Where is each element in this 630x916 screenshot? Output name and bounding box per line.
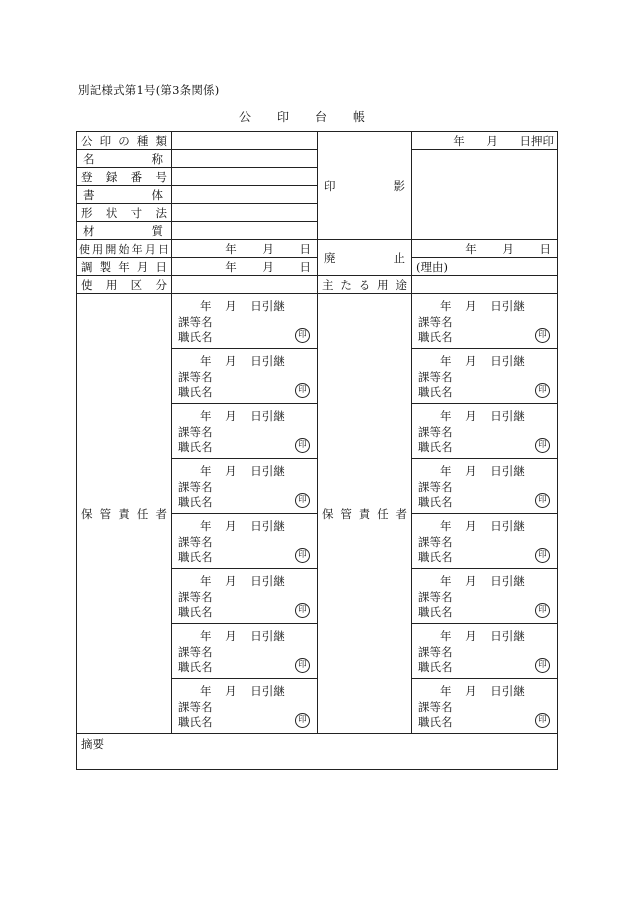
handover-date: 年 月 日引継: [200, 574, 285, 588]
handover-name: 職氏名: [178, 660, 213, 674]
label-material: 材質: [77, 222, 172, 240]
handover-dept: 課等名: [178, 700, 213, 714]
field-material[interactable]: [172, 222, 318, 240]
seal-mark-icon: 印: [535, 548, 550, 563]
handover-date: 年 月 日引継: [200, 409, 285, 423]
handover-dept: 課等名: [178, 370, 213, 384]
handover-dept: 課等名: [178, 590, 213, 604]
seal-mark-icon: 印: [295, 713, 310, 728]
label-main-use: 主たる用途: [318, 276, 412, 294]
seal-ledger-table: [76, 131, 558, 770]
seal-mark-icon: 印: [295, 383, 310, 398]
page-title: 公印台帳: [238, 110, 391, 124]
handover-date: 年 月 日引継: [200, 354, 285, 368]
handover-left-8[interactable]: [172, 679, 318, 734]
seal-mark-icon: 印: [295, 328, 310, 343]
field-name[interactable]: [172, 150, 318, 168]
handover-dept: 課等名: [418, 425, 453, 439]
field-shape-size[interactable]: [172, 204, 318, 222]
label-typeface: 書体: [77, 186, 172, 204]
handover-right-6[interactable]: [412, 569, 558, 624]
form-reference: 別記様式第1号(第3条関係): [78, 83, 220, 97]
handover-date: 年 月 日引継: [440, 409, 525, 423]
seal-mark-icon: 印: [535, 438, 550, 453]
seal-mark-icon: 印: [535, 383, 550, 398]
label-name: 名称: [77, 150, 172, 168]
handover-left-5[interactable]: [172, 514, 318, 569]
handover-name: 職氏名: [418, 330, 453, 344]
label-start-date: 使用開始年月日: [77, 240, 172, 258]
handover-dept: 課等名: [178, 645, 213, 659]
handover-right-1[interactable]: [412, 294, 558, 349]
handover-left-4[interactable]: [172, 459, 318, 514]
handover-left-1[interactable]: [172, 294, 318, 349]
handover-right-5[interactable]: [412, 514, 558, 569]
field-made-date[interactable]: 年 月 日: [172, 258, 318, 276]
handover-name: 職氏名: [178, 330, 213, 344]
field-typeface[interactable]: [172, 186, 318, 204]
label-seal-kind: 公印の種類: [77, 132, 172, 150]
label-custodian-right: 保管責任者: [318, 294, 412, 734]
handover-name: 職氏名: [418, 715, 453, 729]
handover-name: 職氏名: [418, 385, 453, 399]
handover-right-3[interactable]: [412, 404, 558, 459]
seal-mark-icon: 印: [295, 658, 310, 673]
handover-date: 年 月 日引継: [440, 574, 525, 588]
seal-mark-icon: 印: [535, 603, 550, 618]
label-registration-number: 登録番号: [77, 168, 172, 186]
handover-right-7[interactable]: [412, 624, 558, 679]
seal-mark-icon: 印: [535, 713, 550, 728]
field-seal-kind[interactable]: [172, 132, 318, 150]
handover-date: 年 月 日引継: [200, 299, 285, 313]
label-custodian-left: 保管責任者: [77, 294, 172, 734]
handover-date: 年 月 日引継: [440, 299, 525, 313]
handover-right-8[interactable]: [412, 679, 558, 734]
handover-date: 年 月 日引継: [200, 684, 285, 698]
remarks-field[interactable]: [77, 734, 558, 770]
handover-name: 職氏名: [418, 495, 453, 509]
handover-right-2[interactable]: [412, 349, 558, 404]
seal-mark-icon: 印: [295, 438, 310, 453]
handover-name: 職氏名: [178, 715, 213, 729]
field-start-date[interactable]: 年 月 日: [172, 240, 318, 258]
handover-dept: 課等名: [418, 480, 453, 494]
handover-name: 職氏名: [178, 605, 213, 619]
seal-mark-icon: 印: [535, 328, 550, 343]
handover-name: 職氏名: [418, 660, 453, 674]
handover-name: 職氏名: [178, 385, 213, 399]
handover-name: 職氏名: [178, 495, 213, 509]
field-abolish-date[interactable]: 年 月 日: [412, 240, 558, 258]
handover-date: 年 月 日引継: [440, 519, 525, 533]
field-main-use[interactable]: [412, 276, 558, 294]
handover-name: 職氏名: [178, 440, 213, 454]
label-seal-impression: 印影: [318, 132, 412, 240]
handover-left-2[interactable]: [172, 349, 318, 404]
seal-mark-icon: 印: [295, 603, 310, 618]
label-made-date: 調製年月日: [77, 258, 172, 276]
seal-mark-icon: 印: [535, 493, 550, 508]
handover-dept: 課等名: [418, 535, 453, 549]
handover-left-7[interactable]: [172, 624, 318, 679]
handover-dept: 課等名: [178, 535, 213, 549]
handover-dept: 課等名: [418, 590, 453, 604]
seal-mark-icon: 印: [295, 548, 310, 563]
handover-dept: 課等名: [418, 645, 453, 659]
handover-date: 年 月 日引継: [440, 354, 525, 368]
label-shape-size: 形状寸法: [77, 204, 172, 222]
seal-mark-icon: 印: [295, 493, 310, 508]
label-abolish: 廃止: [318, 240, 412, 276]
seal-mark-icon: 印: [535, 658, 550, 673]
handover-name: 職氏名: [418, 605, 453, 619]
handover-dept: 課等名: [178, 480, 213, 494]
handover-right-4[interactable]: [412, 459, 558, 514]
handover-date: 年 月 日引継: [200, 519, 285, 533]
handover-dept: 課等名: [178, 425, 213, 439]
handover-left-6[interactable]: [172, 569, 318, 624]
handover-dept: 課等名: [418, 370, 453, 384]
handover-date: 年 月 日引継: [440, 684, 525, 698]
handover-date: 年 月 日引継: [200, 629, 285, 643]
handover-date: 年 月 日引継: [440, 464, 525, 478]
handover-name: 職氏名: [418, 440, 453, 454]
handover-date: 年 月 日引継: [200, 464, 285, 478]
handover-left-3[interactable]: [172, 404, 318, 459]
seal-date-header: 年 月 日押印: [412, 132, 558, 150]
handover-dept: 課等名: [418, 700, 453, 714]
handover-date: 年 月 日引継: [440, 629, 525, 643]
label-usage-class: 使用区分: [77, 276, 172, 294]
handover-name: 職氏名: [418, 550, 453, 564]
field-seal-impression[interactable]: [412, 150, 558, 240]
field-abolish-reason[interactable]: (理由): [412, 258, 558, 276]
label-remarks: 摘要: [81, 737, 104, 751]
handover-dept: 課等名: [418, 315, 453, 329]
handover-name: 職氏名: [178, 550, 213, 564]
field-registration-number[interactable]: [172, 168, 318, 186]
handover-dept: 課等名: [178, 315, 213, 329]
field-usage-class[interactable]: [172, 276, 318, 294]
